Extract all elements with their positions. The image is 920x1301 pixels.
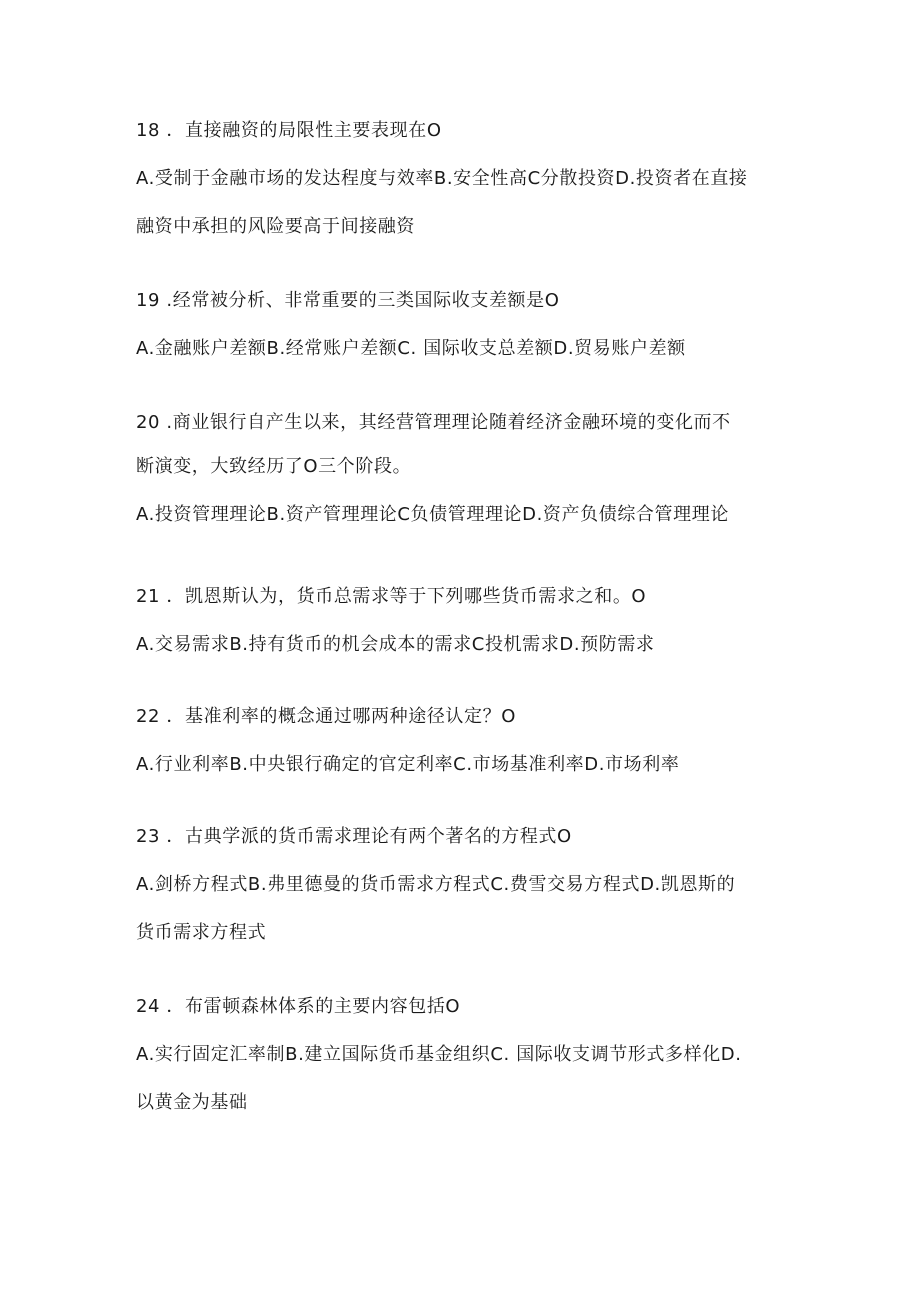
question-options: A.行业利率B.中央银行确定的官定利率C.市场基准利率D.市场利率 (136, 754, 680, 775)
question-options: 以黄金为基础 (136, 1092, 248, 1113)
question-stem: 20 .商业银行自产生以来，其经营管理理论随着经济金融环境的变化而不 (136, 412, 731, 433)
question-20 (136, 408, 796, 530)
question-18 (136, 116, 796, 242)
question-options: A.实行固定汇率制B.建立国际货币基金组织C. 国际收支调节形式多样化D. (136, 1044, 742, 1065)
question-stem: 21 ．凯恩斯认为，货币总需求等于下列哪些货币需求之和。O (136, 586, 647, 607)
question-options: 货币需求方程式 (136, 922, 267, 943)
question-stem: 24 ．布雷顿森林体系的主要内容包括O (136, 996, 461, 1017)
question-options: A.投资管理理论B.资产管理理论C负债管理理论D.资产负债综合管理理论 (136, 504, 729, 525)
question-22 (136, 702, 796, 780)
question-stem: 23 ．古典学派的货币需求理论有两个著名的方程式O (136, 826, 572, 847)
question-stem: 19 .经常被分析、非常重要的三类国际收支差额是O (136, 290, 560, 311)
question-options: A.受制于金融市场的发达程度与效率B.安全性高C分散投资D.投资者在直接 (136, 168, 748, 189)
question-options: A.金融账户差额B.经常账户差额C. 国际收支总差额D.贸易账户差额 (136, 338, 686, 359)
question-options: A.剑桥方程式B.弗里德曼的货币需求方程式C.费雪交易方程式D.凯恩斯的 (136, 874, 736, 895)
question-options: 融资中承担的风险要高于间接融资 (136, 216, 415, 237)
question-19 (136, 286, 796, 364)
question-stem: 22 ．基准利率的概念通过哪两种途径认定？O (136, 706, 516, 727)
question-stem: 断演变，大致经历了O三个阶段。 (136, 456, 412, 477)
question-stem: 18 ．直接融资的局限性主要表现在O (136, 120, 442, 141)
question-24 (136, 992, 796, 1118)
question-23 (136, 822, 796, 948)
question-options: A.交易需求B.持有货币的机会成本的需求C投机需求D.预防需求 (136, 634, 655, 655)
question-21 (136, 582, 796, 660)
